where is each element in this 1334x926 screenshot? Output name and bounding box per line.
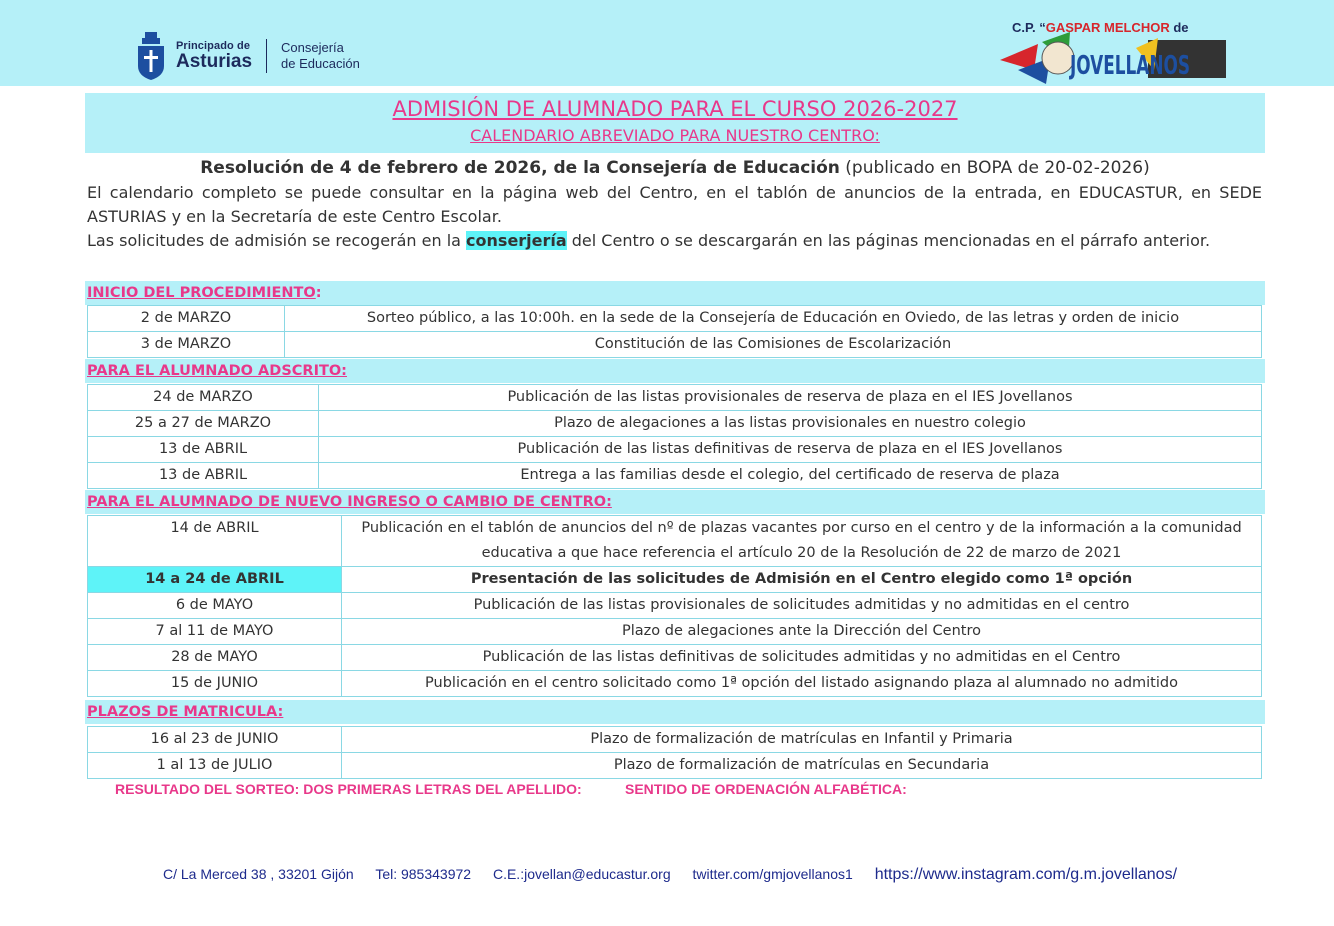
section-heading-text: PLAZOS DE MATRICULA: <box>87 704 284 720</box>
p2-highlight: conserjería <box>466 231 567 250</box>
desc-cell: Entrega a las familias desde el colegio, del certificado de reserva de plaza <box>319 463 1262 489</box>
school-name: GASPAR MELCHOR <box>1045 20 1170 35</box>
table-row <box>88 437 1262 463</box>
department-line-1: Consejería <box>281 40 344 55</box>
sorteo-letters-label: RESULTADO DEL SORTEO: DOS PRIMERAS LETRAS DEL APELLIDO: <box>115 781 582 797</box>
gov-big-text: Asturias <box>176 51 253 72</box>
date-cell: 24 de MARZO <box>88 385 319 411</box>
desc-cell: Publicación de las listas provisionales de solicitudes admitidas y no admitidas en el centro <box>342 593 1262 619</box>
footer-email: C.E.:jovellan@educastur.org <box>492 866 671 882</box>
asturias-logo <box>136 32 360 80</box>
date-cell: 16 al 23 de JUNIO <box>88 727 342 753</box>
footer-phone: Tel: 985343972 <box>375 866 472 882</box>
footer-twitter: twitter.com/gmjovellanos1 <box>692 866 853 882</box>
table-row <box>88 593 1262 619</box>
desc-cell: Constitución de las Comisiones de Escolarización <box>285 332 1262 358</box>
date-cell: 3 de MARZO <box>88 332 285 358</box>
info-paragraph-2 <box>87 229 1262 253</box>
desc-cell: Publicación de las listas definitivas de solicitudes admitidas y no admitidas en el Centro <box>342 645 1262 671</box>
title-box <box>85 93 1265 153</box>
desc-cell: Plazo de alegaciones a las listas provisionales en nuestro colegio <box>319 411 1262 437</box>
section-heading-nuevo <box>85 490 1265 514</box>
desc-cell: Publicación de las listas provisionales de reserva de plaza en el IES Jovellanos <box>319 385 1262 411</box>
desc-cell: Publicación de las listas definitivas de reserva de plaza en el IES Jovellanos <box>319 437 1262 463</box>
date-cell: 28 de MAYO <box>88 645 342 671</box>
page-title: ADMISIÓN DE ALUMNADO PARA EL CURSO 2026-2027 <box>392 97 958 121</box>
p2-before: Las solicitudes de admisión se recogerán en la <box>87 231 467 250</box>
asturias-wordmark <box>176 40 252 72</box>
department-name <box>281 40 360 72</box>
asturias-crest-icon <box>136 32 166 80</box>
school-logo-icon <box>998 18 1230 88</box>
desc-cell: Sorteo público, a las 10:00h. en la sede de la Consejería de Educación en Oviedo, de las letras y orden de inicio <box>285 306 1262 332</box>
footer-instagram-link[interactable]: https://www.instagram.com/g.m.jovellanos/ <box>874 866 1178 883</box>
desc-cell: Plazo de alegaciones ante la Dirección del Centro <box>342 619 1262 645</box>
date-cell: 14 de ABRIL <box>88 516 342 567</box>
date-cell: 13 de ABRIL <box>88 437 319 463</box>
school-wordmark: JOVELLANOS <box>1068 51 1190 81</box>
table-row <box>88 411 1262 437</box>
resolution-bold: Resolución de 4 de febrero de 2026, de la Consejería de Educación <box>200 158 840 178</box>
table-row <box>88 753 1262 779</box>
date-cell: 1 al 13 de JULIO <box>88 753 342 779</box>
table-row <box>88 463 1262 489</box>
date-cell: 25 a 27 de MARZO <box>88 411 319 437</box>
gov-small-text: Principado de <box>176 40 251 52</box>
calendar-table-inicio <box>87 305 1262 358</box>
date-cell: 15 de JUNIO <box>88 671 342 697</box>
calendar-table-matricula <box>87 726 1262 779</box>
school-prefix: C.P. “ <box>1012 20 1046 35</box>
date-cell: 7 al 11 de MAYO <box>88 619 342 645</box>
info-paragraph-1: El calendario completo se puede consultar en la página web del Centro, en el tablón de anuncios de la entrada, en EDUCASTUR, en SEDE ASTURIAS y en la Secretaría de este Centro Escolar. <box>87 183 1262 226</box>
section-heading-text: PARA EL ALUMNADO DE NUEVO INGRESO O CAMBIO DE CENTRO: <box>87 494 612 510</box>
desc-cell: Plazo de formalización de matrículas en Infantil y Primaria <box>342 727 1262 753</box>
page-subtitle: CALENDARIO ABREVIADO PARA NUESTRO CENTRO: <box>470 126 880 145</box>
table-row <box>88 727 1262 753</box>
table-row <box>88 671 1262 697</box>
p2-after: del Centro o se descargarán en las páginas mencionadas en el párrafo anterior. <box>566 231 1211 250</box>
calendar-table-nuevo <box>87 515 1262 697</box>
section-heading-inicio <box>85 281 1265 305</box>
date-cell: 6 de MAYO <box>88 593 342 619</box>
table-row <box>88 567 1262 593</box>
desc-cell-highlight: Presentación de las solicitudes de Admisión en el Centro elegido como 1ª opción <box>342 567 1262 593</box>
desc-cell: Plazo de formalización de matrículas en Secundaria <box>342 753 1262 779</box>
section-heading-adscrito <box>85 359 1265 383</box>
table-row <box>88 516 1262 567</box>
date-cell-highlight: 14 a 24 de ABRIL <box>88 567 342 593</box>
section-heading-matricula <box>85 700 1265 724</box>
section-heading-suffix: : <box>315 285 322 301</box>
table-row <box>88 385 1262 411</box>
table-row <box>88 619 1262 645</box>
table-row <box>88 645 1262 671</box>
resolution-line <box>85 158 1265 178</box>
desc-cell: Publicación en el tablón de anuncios del nº de plazas vacantes por curso en el centro y de la información a la comunidad educativa a que hace referencia el artículo 20 de la Resolución de 22 de marzo de 2021 <box>342 516 1262 567</box>
date-cell: 2 de MARZO <box>88 306 285 332</box>
footer-address: C/ La Merced 38 , 33201 Gijón <box>163 866 354 882</box>
table-row <box>88 332 1262 358</box>
section-heading-text: INICIO DEL PROCEDIMIENTO <box>87 285 316 301</box>
sorteo-order-label: SENTIDO DE ORDENACIÓN ALFABÉTICA: <box>625 781 907 797</box>
department-line-2: de Educación <box>281 56 360 71</box>
calendar-table-adscrito <box>87 384 1262 489</box>
section-heading-text: PARA EL ALUMNADO ADSCRITO: <box>87 363 347 379</box>
footer-contact <box>163 866 1195 884</box>
date-cell: 13 de ABRIL <box>88 463 319 489</box>
logo-divider <box>266 39 267 73</box>
desc-cell: Publicación en el centro solicitado como 1ª opción del listado asignando plaza al alumnado no admitido <box>342 671 1262 697</box>
resolution-rest: (publicado en BOPA de 20-02-2026) <box>839 158 1150 178</box>
table-row <box>88 306 1262 332</box>
school-name-suffix: de <box>1169 20 1189 35</box>
